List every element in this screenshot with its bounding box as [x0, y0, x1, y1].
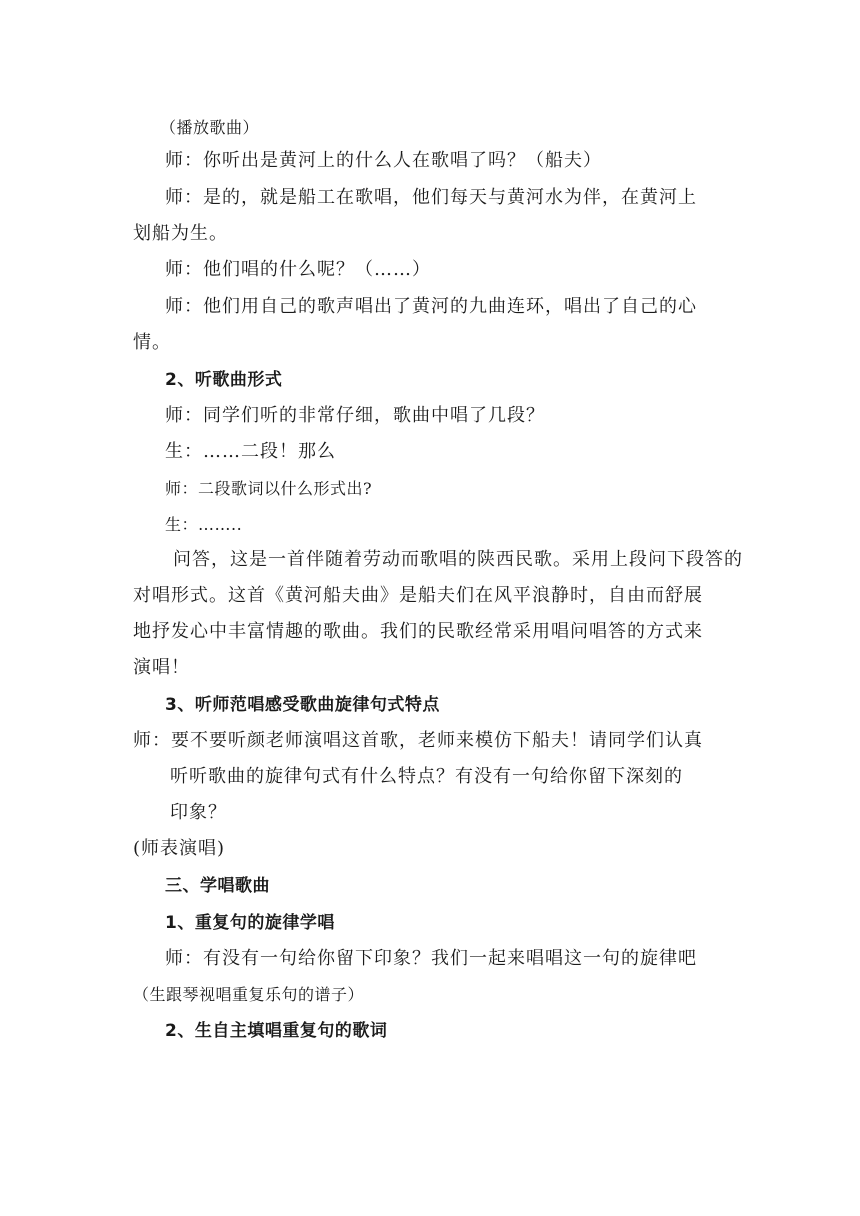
- paragraph-line: 地抒发心中丰富情趣的歌曲。我们的民歌经常采用唱问唱答的方式来: [133, 621, 703, 642]
- dialogue-line: 师：有没有一句给你留下印象？我们一起来唱唱这一句的旋律吧: [165, 948, 697, 969]
- dialogue-line-indented: 印象？: [170, 802, 227, 823]
- dialogue-line-continued: 划船为生。: [133, 223, 228, 244]
- dialogue-line: 师：同学们听的非常仔细，歌曲中唱了几段？: [165, 405, 545, 426]
- stage-note-students-sing: （生跟琴视唱重复乐句的谱子）: [133, 985, 365, 1004]
- dialogue-line: 师：他们唱的什么呢？（……）: [165, 259, 431, 280]
- stage-note-teacher-performs: (师表演唱): [133, 838, 226, 859]
- dialogue-line: 师：是的，就是船工在歌唱，他们每天与黄河水为伴，在黄河上: [165, 187, 697, 208]
- dialogue-line: 师：他们用自己的歌声唱出了黄河的九曲连环，唱出了自己的心: [165, 296, 697, 317]
- dialogue-line: 师：二段歌词以什么形式出?: [165, 479, 373, 498]
- stage-note-play-song: （播放歌曲）: [160, 118, 260, 137]
- dialogue-line: 生：……二段！那么: [165, 441, 336, 462]
- paragraph-line: 演唱！: [133, 657, 190, 678]
- section-heading-1: 1、重复句的旋律学唱: [165, 913, 335, 933]
- dialogue-line: 师：你听出是黄河上的什么人在歌唱了吗？（船夫）: [165, 150, 602, 171]
- dialogue-line: 师：要不要听颜老师演唱这首歌，老师来模仿下船夫！请同学们认真: [133, 730, 703, 751]
- paragraph-line: 问答，这是一首伴随着劳动而歌唱的陕西民歌。采用上段问下段答的: [173, 549, 743, 570]
- section-heading-2: 2、听歌曲形式: [165, 370, 283, 390]
- dialogue-line-indented: 听听歌曲的旋律句式有什么特点？有没有一句给你留下深刻的: [170, 766, 683, 787]
- section-heading-2b: 2、生自主填唱重复句的歌词: [165, 1021, 388, 1041]
- dialogue-line: 生：……..: [165, 515, 243, 534]
- part-heading-learn-song: 三、学唱歌曲: [165, 876, 270, 896]
- section-heading-3: 3、听师范唱感受歌曲旋律句式特点: [165, 695, 440, 715]
- paragraph-line: 对唱形式。这首《黄河船夫曲》是船夫们在风平浪静时，自由而舒展: [133, 585, 703, 606]
- dialogue-line-continued: 情。: [133, 332, 171, 353]
